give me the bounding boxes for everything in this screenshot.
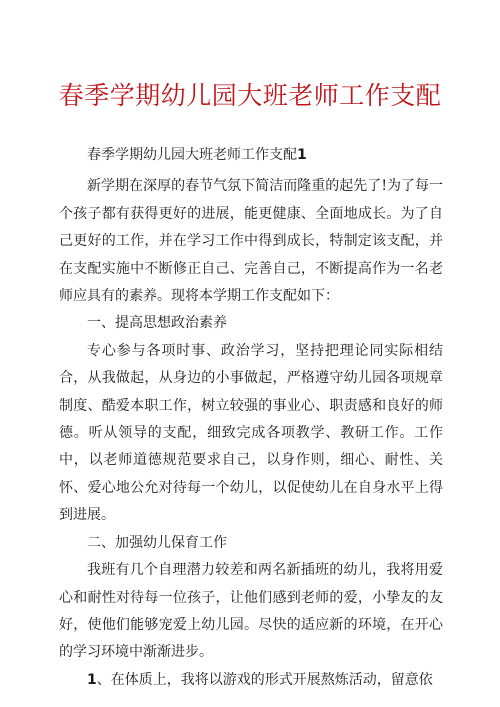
paragraph-physique-text: 、在体质上，我将以游戏的形式开展熬炼活动，留意依	[96, 671, 433, 688]
document-body	[59, 142, 443, 694]
document-subtitle	[59, 142, 443, 169]
list-number: 1	[87, 671, 97, 688]
section-heading-1: 一、提高思想政治素养	[87, 315, 227, 332]
subtitle-text: 春季学期幼儿园大班老师工作支配	[87, 147, 297, 163]
section-heading-2: 二、加强幼儿保育工作	[87, 534, 227, 551]
subtitle-number: 1	[297, 147, 307, 163]
paragraph-physique	[59, 667, 443, 694]
paragraph-care: 我班有几个自理潜力较差和两名新插班的幼儿，我将用爱心和耐性对待每一位孩子，让他们感到老师的爱，小挚友的友好，使他们能够宠爱上幼儿园。尽快的适应新的环境，在开心的学习环境中渐渐进步。	[59, 562, 443, 661]
paragraph-politics: 专心参与各项时事、政治学习，坚持把理论同实际相结合，从我做起，从身边的小事做起，严格遵守幼儿园各项规章制度、酷爱本职工作，树立较强的事业心、职责感和良好的师德。听从领导的支配，细致完成各项教学、教研工作。工作中，以老师道德规范要求自己，以身作则，细心、耐性、关怀、爱心地公允对待每一个幼儿，以促使幼儿在自身水平上得到进展。	[59, 342, 443, 524]
paragraph-intro: 新学期在深厚的春节气氛下简洁而隆重的起先了!为了每一个孩子都有获得更好的进展，能更健康、全面地成长。为了自己更好的工作，并在学习工作中得到成长，特制定该支配，并在支配实施中不断修正自己、完善自己，不断提高作为一名老师应具有的素养。现将本学期工作支配如下：	[59, 178, 443, 305]
document-title: 春季学期幼儿园大班老师工作支配	[58, 81, 442, 110]
